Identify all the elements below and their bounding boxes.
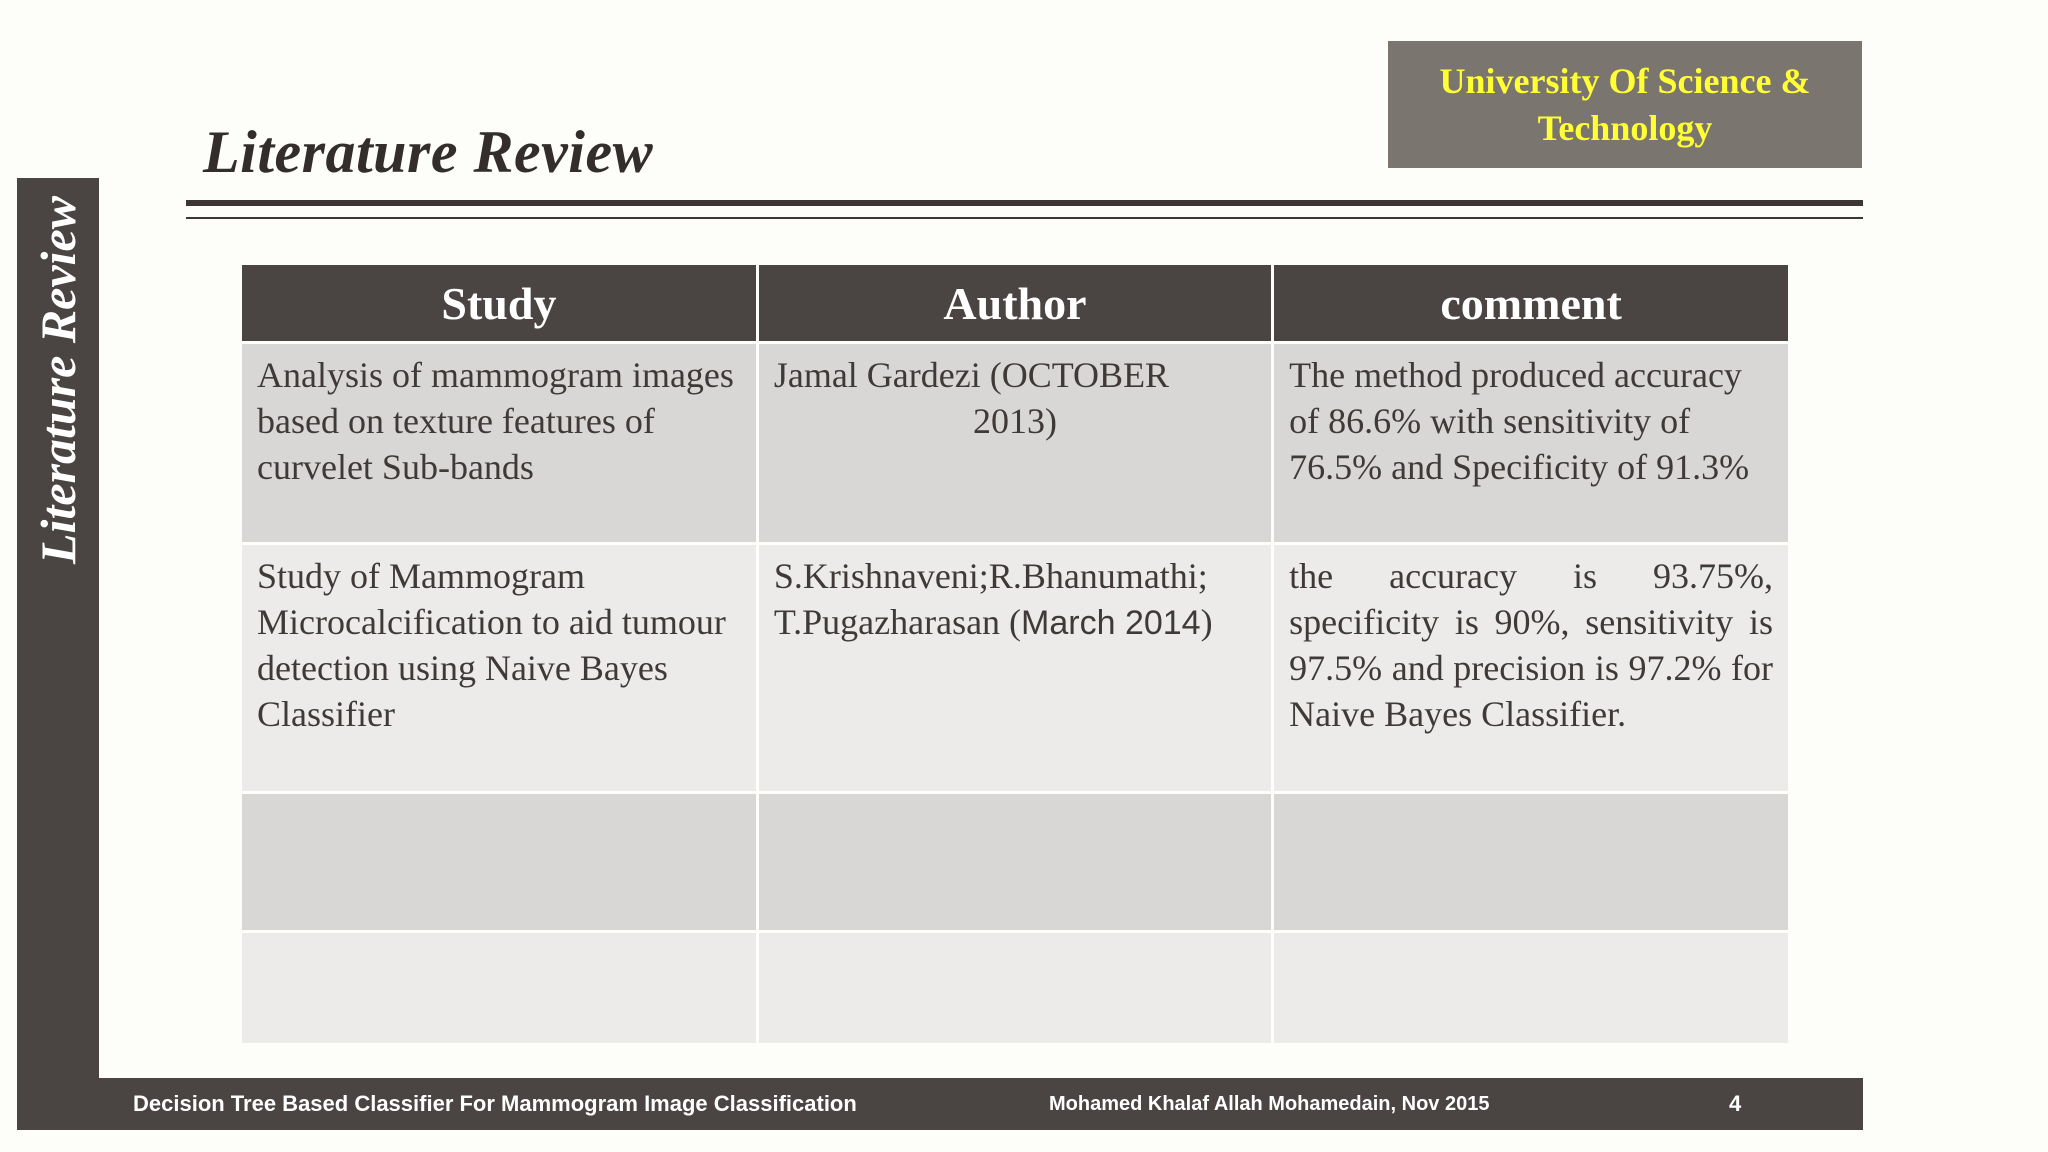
empty-cell [242,932,757,1044]
table-header-row [242,265,1788,343]
footer-page-number: 4 [1729,1091,1742,1116]
author-date: March 2014 [1021,604,1201,642]
study-cell: Analysis of mammogram images based on texture features of curvelet Sub-bands [242,343,757,544]
author-year: 2013) [972,401,1057,441]
author-close: ) [1200,602,1213,642]
side-title: Literature Review [30,196,86,564]
table-row [242,544,1788,793]
footer-presentation-title: Decision Tree Based Classifier For Mammogram Image Classification [133,1091,857,1116]
author-cell [757,544,1272,793]
comment-cell: the accuracy is 93.75%, specificity is 90%, sensitivity is 97.5% and precision is 97.2% for Naive Bayes Classifier. [1273,544,1788,793]
column-header-comment: comment [1273,265,1788,343]
footer-bar [99,1078,1863,1130]
empty-cell [1273,932,1788,1044]
empty-cell [242,793,757,932]
slide-title: Literature Review [203,119,654,185]
study-cell: Study of Mammogram Microcalcification to aid tumour detection using Naive Bayes Classifier [242,544,757,793]
comment-cell: The method produced accuracy of 86.6% with sensitivity of 76.5% and Specificity of 91.3% [1273,343,1788,544]
institution-box [1388,41,1862,168]
footer-author-date: Mohamed Khalaf Allah Mohamedain, Nov 2015 [1049,1093,1490,1115]
institution-name: University Of Science & Technology [1439,60,1811,148]
column-header-author: Author [757,265,1272,343]
title-rule-thin [186,217,1863,219]
empty-cell [757,793,1272,932]
author-text: S.Krishnaveni;R.Bhanumathi; T.Pugazharasan ( [773,556,1208,642]
literature-table [242,265,1788,1043]
empty-cell [1273,793,1788,932]
empty-cell [757,932,1272,1044]
author-text: Jamal Gardezi (OCTOBER [773,355,1170,395]
table-row [242,343,1788,544]
title-rule-thick [186,200,1863,206]
column-header-study: Study [242,265,757,343]
author-cell [757,343,1272,544]
table-row-empty [242,932,1788,1044]
table-row-empty [242,793,1788,932]
